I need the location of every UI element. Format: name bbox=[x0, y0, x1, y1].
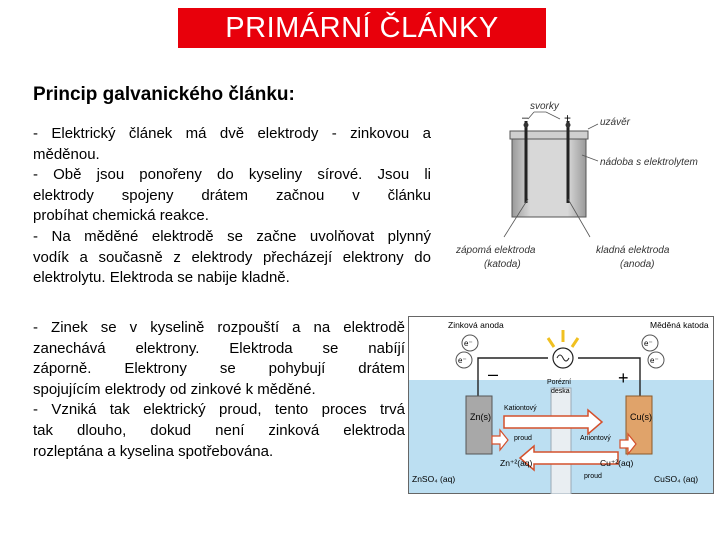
paragraph-process bbox=[33, 318, 405, 462]
label-cuso4: CuSO₄ (aq) bbox=[654, 474, 699, 484]
electron-label: e⁻ bbox=[644, 339, 653, 348]
label-terminals: svorky bbox=[530, 101, 559, 112]
text-line: probíhat chemická reakce. bbox=[33, 207, 209, 225]
paragraph-principle bbox=[33, 124, 431, 289]
cell-vessel bbox=[512, 139, 586, 217]
label-znso4: ZnSO₄ (aq) bbox=[412, 474, 456, 484]
label-zinc-anode: Zinková anoda bbox=[448, 320, 504, 330]
label-cation-1: Kationtový bbox=[504, 405, 537, 412]
label-porous-2: deska bbox=[551, 388, 570, 395]
cell-diagram bbox=[450, 95, 720, 285]
electron-label: e⁻ bbox=[650, 356, 659, 365]
label-porous-1: Porézní bbox=[547, 379, 572, 386]
label-copper-cathode: Měděná katoda bbox=[650, 320, 709, 330]
minus-sign: – bbox=[488, 364, 499, 384]
text-line: měděnou. bbox=[33, 145, 100, 163]
label-anion-2: proud bbox=[584, 473, 602, 480]
text-line: elektrody spojeny drátem začnou v článku bbox=[33, 186, 431, 204]
plus-sign: + bbox=[564, 111, 572, 125]
text-line: - Vzniká tak elektrický proud, tento proces trvá bbox=[33, 401, 405, 419]
text-line: tak dlouho, dokud není zinková elektroda bbox=[33, 421, 405, 439]
galvanic-cell-diagram bbox=[408, 316, 714, 494]
text-line: elektrolytu. Elektroda se nabije kladně. bbox=[33, 269, 290, 287]
section-subtitle: Princip galvanického článku: bbox=[33, 84, 295, 105]
label-negative-electrode: zápomá elektroda bbox=[456, 245, 536, 256]
label-cap: uzávěr bbox=[600, 117, 631, 128]
porous-plate bbox=[551, 388, 571, 494]
minus-sign: – bbox=[522, 112, 529, 124]
text-line: - Na měděné elektrodě se začne uvolňovat plynný bbox=[33, 227, 431, 245]
plus-sign: + bbox=[618, 368, 629, 388]
label-positive-electrode: kladná elektroda bbox=[596, 245, 670, 256]
label-anode: (anoda) bbox=[620, 259, 655, 270]
cell-lid bbox=[510, 131, 588, 139]
text-line: spojujícím elektrody od zinkové k měděné. bbox=[33, 380, 316, 398]
slide-title: PRIMÁRNÍ ČLÁNKY bbox=[178, 8, 546, 48]
label-cu-ion: Cu⁺²(aq) bbox=[600, 458, 634, 468]
label-cu-solid: Cu(s) bbox=[630, 412, 652, 422]
text-line: - Obě jsou ponořeny do kyseliny sírové. Jsou li bbox=[33, 166, 431, 184]
label-cathode: (katoda) bbox=[484, 259, 521, 270]
text-line: zanechává elektrony. Elektroda se nabíjí bbox=[33, 339, 405, 357]
label-cation-2: proud bbox=[514, 435, 532, 442]
label-zn-solid: Zn(s) bbox=[470, 412, 491, 422]
zinc-electrode bbox=[466, 396, 492, 454]
label-anion-1: Aniontový bbox=[580, 435, 611, 442]
text-line: - Elektrický článek má dvě elektrody - zinkovou a bbox=[33, 125, 431, 142]
text-line: záporně. Elektrony se pohybují drátem bbox=[33, 360, 405, 378]
text-line: - Zinek se v kyselině rozpouští a na elektrodě bbox=[33, 319, 405, 336]
label-zn-ion: Zn⁺²(aq) bbox=[500, 458, 533, 468]
text-line: rozleptána a kyselina spotřebována. bbox=[33, 442, 274, 460]
text-line: vodík a současně z elektrody přecházejí elektrony do bbox=[33, 248, 431, 266]
electron-label: e⁻ bbox=[464, 339, 473, 348]
label-vessel: nádoba s elektrolytem bbox=[600, 157, 698, 168]
electron-label: e⁻ bbox=[458, 356, 467, 365]
